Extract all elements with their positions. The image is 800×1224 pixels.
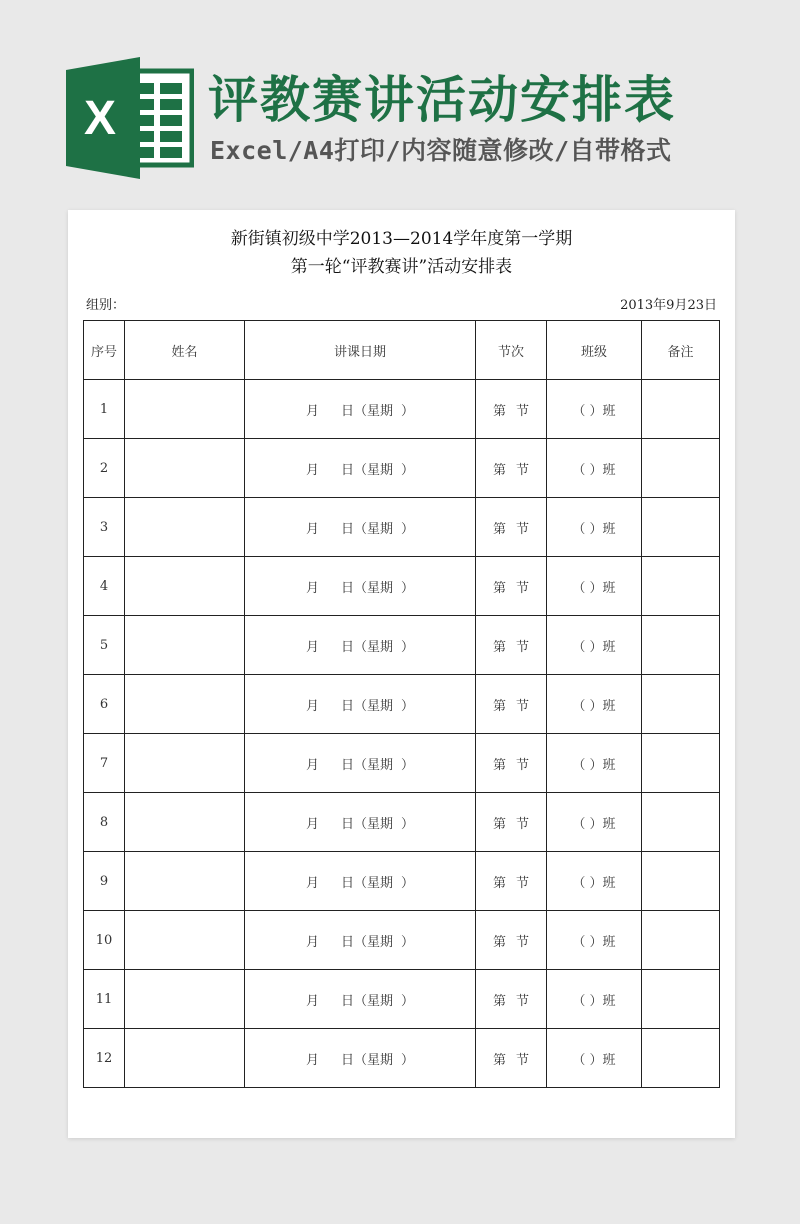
table-row [84,734,720,793]
period-cell[interactable] [476,616,547,675]
remark-cell[interactable] [642,380,720,439]
table-row [84,911,720,970]
period-suffix: 节 [516,403,530,419]
date-day-weekday: 日（星期 [340,521,393,537]
table-row [84,616,720,675]
table-row [84,852,720,911]
period-prefix: 第 [492,639,506,655]
period-suffix: 节 [516,698,530,714]
period-prefix: 第 [492,816,506,832]
period-cell[interactable] [476,911,547,970]
document-title-line2: 第一轮“评教赛讲”活动安排表 [290,257,513,277]
remark-cell[interactable] [642,911,720,970]
date-day-weekday: 日（星期 [340,757,393,773]
period-cell[interactable] [476,675,547,734]
period-cell[interactable] [476,439,547,498]
class-text: （ ）班 [572,934,616,950]
date-day-weekday: 日（星期 [340,580,393,596]
remark-cell[interactable] [642,852,720,911]
table-row [84,380,720,439]
date-close: ） [401,875,415,891]
remark-cell[interactable] [642,1029,720,1088]
class-cell[interactable] [547,852,642,911]
document-sheet [68,210,735,1138]
date-close: ） [401,639,415,655]
table-row [84,498,720,557]
period-suffix: 节 [516,934,530,950]
group-label: 组别： [86,298,126,313]
row-index: 10 [84,911,125,970]
date-month: 月 [305,403,319,419]
row-index: 2 [84,439,125,498]
class-cell[interactable] [547,1029,642,1088]
period-suffix: 节 [516,639,530,655]
date-close: ） [401,757,415,773]
remark-cell[interactable] [642,793,720,852]
date-month: 月 [305,757,319,773]
document-date: 2013年9月23日 [620,298,717,313]
remark-cell[interactable] [642,734,720,793]
class-text: （ ）班 [572,698,616,714]
date-day-weekday: 日（星期 [340,934,393,950]
date-month: 月 [305,698,319,714]
period-cell[interactable] [476,852,547,911]
remark-cell[interactable] [642,616,720,675]
period-prefix: 第 [492,875,506,891]
date-cell[interactable] [245,616,476,675]
date-cell[interactable] [245,380,476,439]
class-cell[interactable] [547,911,642,970]
period-cell[interactable] [476,380,547,439]
class-text: （ ）班 [572,462,616,478]
remark-cell[interactable] [642,557,720,616]
banner [0,0,800,200]
date-cell[interactable] [245,439,476,498]
period-prefix: 第 [492,993,506,1009]
period-prefix: 第 [492,698,506,714]
class-cell[interactable] [547,675,642,734]
banner-title: 评教赛讲活动安排表 [208,71,676,129]
period-suffix: 节 [516,462,530,478]
period-suffix: 节 [516,757,530,773]
period-prefix: 第 [492,521,506,537]
header-index: 序号 [84,321,125,380]
table-row [84,793,720,852]
row-index: 11 [84,970,125,1029]
date-day-weekday: 日（星期 [340,993,393,1009]
period-cell[interactable] [476,734,547,793]
date-close: ） [401,993,415,1009]
date-close: ） [401,934,415,950]
class-cell[interactable] [547,380,642,439]
date-month: 月 [305,875,319,891]
date-day-weekday: 日（星期 [340,875,393,891]
header-period: 节次 [476,321,547,380]
class-text: （ ）班 [572,521,616,537]
date-month: 月 [305,934,319,950]
date-close: ） [401,698,415,714]
date-cell[interactable] [245,734,476,793]
banner-subtitle: Excel/A4打印/内容随意修改/自带格式 [210,136,672,165]
header-name: 姓名 [125,321,245,380]
table-row [84,1029,720,1088]
row-index: 6 [84,675,125,734]
date-close: ） [401,816,415,832]
period-cell[interactable] [476,1029,547,1088]
period-suffix: 节 [516,875,530,891]
row-index: 5 [84,616,125,675]
class-cell[interactable] [547,498,642,557]
period-cell[interactable] [476,970,547,1029]
period-prefix: 第 [492,403,506,419]
name-cell[interactable] [125,675,245,734]
document-title-line1: 新街镇初级中学2013—2014学年度第一学期 [230,229,573,249]
period-suffix: 节 [516,1052,530,1068]
date-month: 月 [305,993,319,1009]
period-prefix: 第 [492,462,506,478]
period-suffix: 节 [516,993,530,1009]
date-month: 月 [305,521,319,537]
period-suffix: 节 [516,816,530,832]
period-prefix: 第 [492,580,506,596]
excel-logo-icon [66,57,194,179]
class-text: （ ）班 [572,580,616,596]
date-cell[interactable] [245,793,476,852]
date-month: 月 [305,816,319,832]
date-close: ） [401,403,415,419]
class-text: （ ）班 [572,639,616,655]
date-month: 月 [305,1052,319,1068]
class-cell[interactable] [547,439,642,498]
period-prefix: 第 [492,1052,506,1068]
date-close: ） [401,580,415,596]
period-suffix: 节 [516,521,530,537]
name-cell[interactable] [125,852,245,911]
name-cell[interactable] [125,734,245,793]
date-cell[interactable] [245,675,476,734]
table-row [84,439,720,498]
row-index: 7 [84,734,125,793]
row-index: 9 [84,852,125,911]
table-row [84,675,720,734]
date-cell[interactable] [245,1029,476,1088]
row-index: 12 [84,1029,125,1088]
schedule-table [83,320,720,1088]
name-cell[interactable] [125,557,245,616]
date-day-weekday: 日（星期 [340,816,393,832]
remark-cell[interactable] [642,498,720,557]
header-date: 讲课日期 [245,321,476,380]
name-cell[interactable] [125,498,245,557]
class-cell[interactable] [547,970,642,1029]
date-day-weekday: 日（星期 [340,1052,393,1068]
period-prefix: 第 [492,757,506,773]
date-month: 月 [305,639,319,655]
period-suffix: 节 [516,580,530,596]
class-cell[interactable] [547,734,642,793]
date-day-weekday: 日（星期 [340,403,393,419]
date-month: 月 [305,462,319,478]
class-text: （ ）班 [572,816,616,832]
name-cell[interactable] [125,439,245,498]
date-day-weekday: 日（星期 [340,462,393,478]
date-cell[interactable] [245,911,476,970]
date-cell[interactable] [245,852,476,911]
class-cell[interactable] [547,793,642,852]
date-cell[interactable] [245,498,476,557]
remark-cell[interactable] [642,439,720,498]
remark-cell[interactable] [642,675,720,734]
date-day-weekday: 日（星期 [340,639,393,655]
row-index: 3 [84,498,125,557]
logo-letter: X [83,92,117,145]
table-row [84,557,720,616]
date-close: ） [401,462,415,478]
name-cell[interactable] [125,793,245,852]
date-close: ） [401,521,415,537]
row-index: 8 [84,793,125,852]
date-cell[interactable] [245,970,476,1029]
class-text: （ ）班 [572,403,616,419]
period-cell[interactable] [476,793,547,852]
date-day-weekday: 日（星期 [340,698,393,714]
row-index: 1 [84,380,125,439]
period-cell[interactable] [476,498,547,557]
class-text: （ ）班 [572,993,616,1009]
class-text: （ ）班 [572,1052,616,1068]
name-cell[interactable] [125,616,245,675]
date-cell[interactable] [245,557,476,616]
table-row [84,970,720,1029]
period-cell[interactable] [476,557,547,616]
name-cell[interactable] [125,970,245,1029]
name-cell[interactable] [125,380,245,439]
class-text: （ ）班 [572,875,616,891]
table-header-row [84,321,720,380]
class-cell[interactable] [547,557,642,616]
name-cell[interactable] [125,911,245,970]
name-cell[interactable] [125,1029,245,1088]
class-text: （ ）班 [572,757,616,773]
header-class: 班级 [547,321,642,380]
period-prefix: 第 [492,934,506,950]
row-index: 4 [84,557,125,616]
date-close: ） [401,1052,415,1068]
date-month: 月 [305,580,319,596]
header-remark: 备注 [642,321,720,380]
class-cell[interactable] [547,616,642,675]
remark-cell[interactable] [642,970,720,1029]
